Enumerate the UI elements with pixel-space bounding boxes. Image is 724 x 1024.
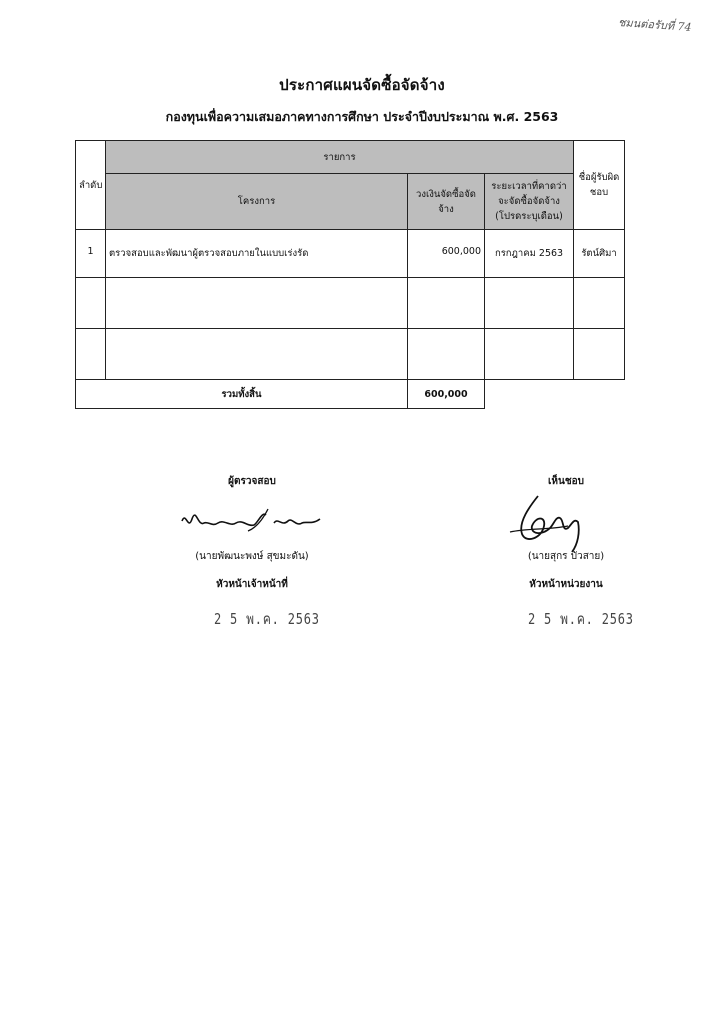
left-signer-name: (นายพัฒนะพงษ์ สุขมะดัน) [195,551,309,562]
cell-project: ตรวจสอบและพัฒนาผู้ตรวจสอบภายในแบบเร่งรัด [106,230,408,278]
total-amount: 600,000 [408,380,485,409]
right-signer-position: หัวหน้าหน่วยงาน [529,579,603,590]
header-budget: วงเงินจัดซื้อจัดจ้าง [408,174,485,230]
page-title: ประกาศแผนจัดซื้อจัดจ้าง [279,76,445,94]
header-no: ลำดับ [76,141,106,230]
left-signer-role: ผู้ตรวจสอบ [228,476,276,487]
header-project: โครงการ [106,174,408,230]
table-header-row-2 [76,174,625,230]
cell-period: กรกฎาคม 2563 [485,230,574,278]
header-list: รายการ [106,141,574,174]
right-date-stamp: 2 5 พ.ค. 2563 [528,610,634,628]
total-label: รวมทั้งสิ้น [76,380,408,409]
table-row-empty [76,329,625,380]
handwritten-note: ชมนต่อรับที่ 74 [617,15,692,34]
table-header-row-1 [76,141,625,174]
left-signature-image [178,505,328,537]
header-period: ระยะเวลาที่คาดว่าจะจัดซื้อจัดจ้าง (โปรดระบุเดือน) [485,174,574,230]
left-date-stamp: 2 5 พ.ค. 2563 [214,610,320,628]
table-total-row [76,380,625,409]
cell-budget: 600,000 [408,230,485,278]
left-signer-position: หัวหน้าเจ้าหน้าที่ [216,579,288,590]
right-signer-role: เห็นชอบ [548,476,584,487]
table-row [76,230,625,278]
table-row-empty [76,278,625,329]
page-subtitle: กองทุนเพื่อความเสมอภาคทางการศึกษา ประจำปีงบประมาณ พ.ศ. 2563 [165,109,559,124]
procurement-plan-table [75,140,625,409]
cell-responsible: รัตน์ศิมา [574,230,625,278]
cell-no: 1 [76,230,106,278]
right-signature-image [508,492,598,554]
right-signer-name: (นายสุกร บัวสาย) [527,551,605,562]
header-responsible: ชื่อผู้รับผิดชอบ [574,141,625,230]
